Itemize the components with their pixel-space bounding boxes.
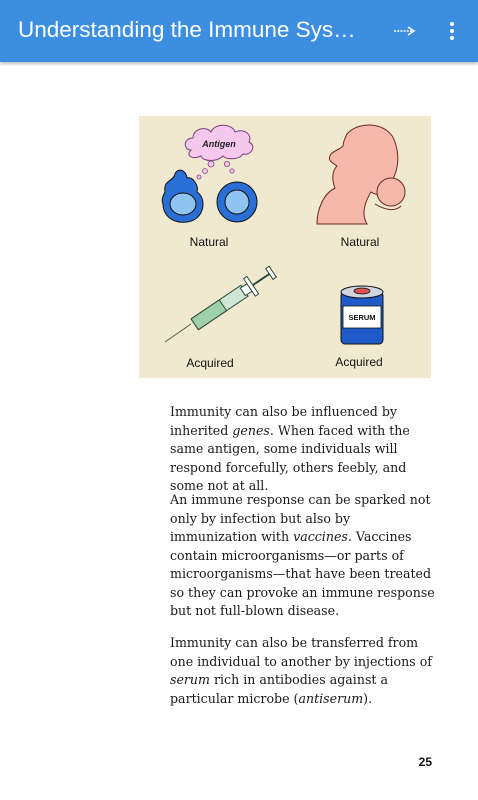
- caption-natural-left: Natural: [189, 235, 229, 249]
- immune-cells-icon: [162, 170, 257, 222]
- serum-label: SERUM: [348, 313, 376, 322]
- page-number: 25: [418, 755, 432, 769]
- serum-bottle-icon: [341, 286, 383, 344]
- more-options-button[interactable]: [440, 14, 464, 48]
- antigen-label: Antigen: [202, 139, 236, 149]
- more-vert-icon-dot: [450, 36, 454, 40]
- paragraph-genes: Immunity can also be influenced by inherited genes. When faced with the same antigen, some individuals will respond forcefully, others feebly, and some not at all.: [170, 404, 410, 493]
- paragraph-vaccines: An immune response can be sparked not only by infection but also by immunization with vaccines. Vaccines contain microorganisms—or parts of microorganisms—that have been treated so they can provoke an immune response but not full-blown disease.: [170, 492, 435, 618]
- syringe-icon: [165, 263, 279, 342]
- paragraph-serum: Immunity can also be transferred from one individual to another by injections of serum rich in antibodies against a particular microbe (antiserum).: [170, 635, 432, 706]
- caption-natural-right: Natural: [340, 235, 380, 249]
- next-page-button[interactable]: [390, 14, 420, 48]
- app-bar: [0, 0, 478, 62]
- page-title: Understanding the Immune Sys…: [18, 17, 356, 42]
- caption-acquired-left: Acquired: [186, 356, 234, 370]
- caption-acquired-right: Acquired: [335, 355, 383, 369]
- mother-baby-icon: [317, 125, 405, 224]
- long-arrow-right-icon: [393, 25, 417, 37]
- immunity-types-illustration: [139, 116, 431, 378]
- more-vert-icon-dot: [450, 29, 454, 33]
- antigen-cloud-icon: [185, 125, 253, 179]
- more-vert-icon-dot: [450, 22, 454, 26]
